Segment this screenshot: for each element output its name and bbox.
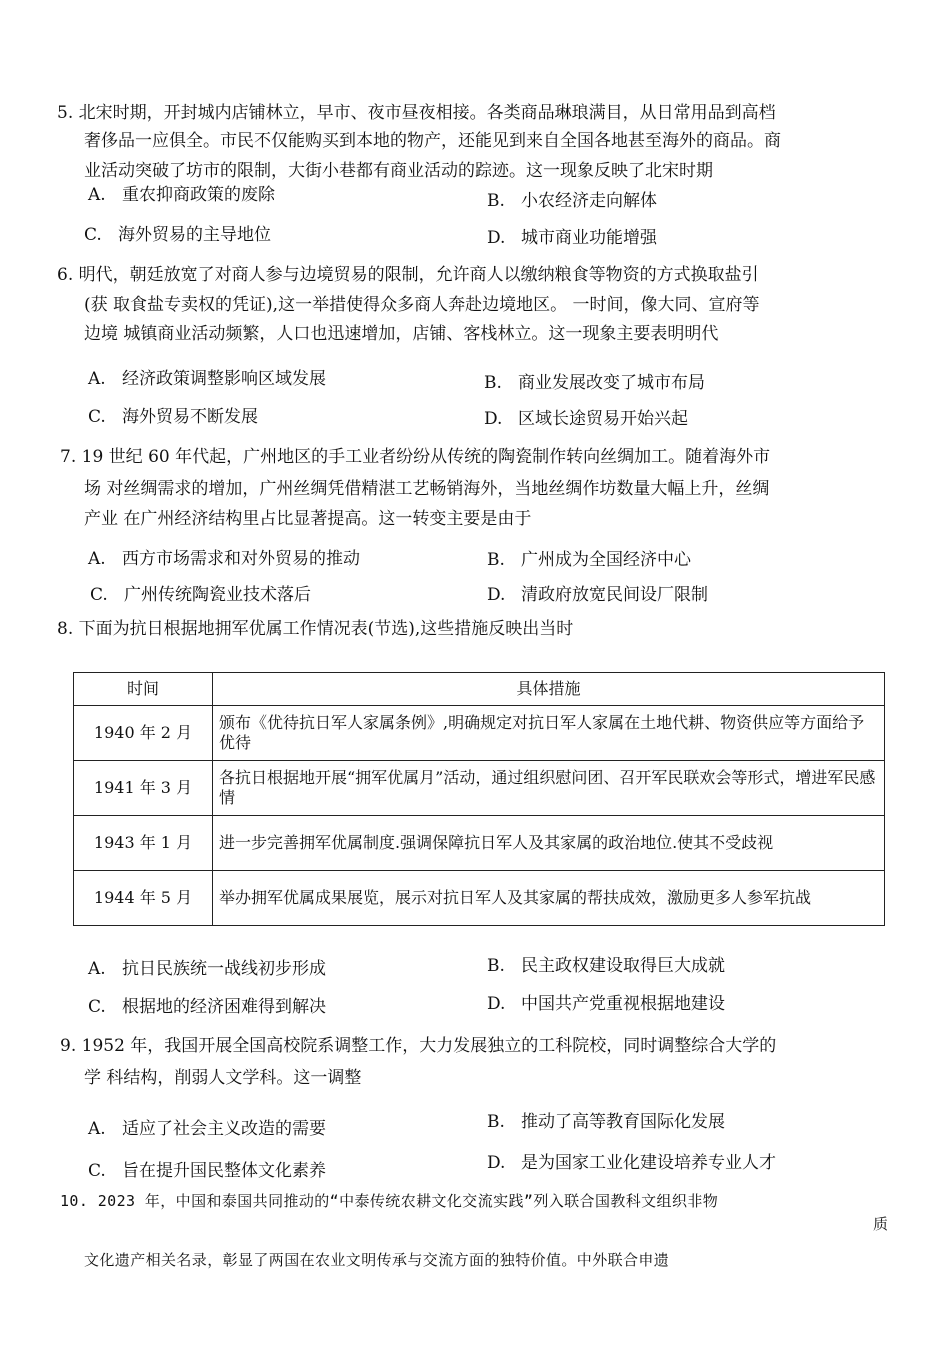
option-key: D. [487, 994, 506, 1014]
question-9-line-1: 9. 1952 年，我国开展全国高校院系调整工作，大力发展独立的工科院校，同时调整综合大学的 [60, 1036, 777, 1056]
question-10-line-1: 10. 2023 年，中国和泰国共同推动的“中泰传统农耕文化交流实践”列入联合国教科文组织非物 [60, 1192, 719, 1210]
option-text: 推动了高等教育国际化发展 [521, 1112, 725, 1132]
table-header-measures: 具体措施 [213, 673, 885, 706]
question-6-option-b[interactable] [484, 372, 705, 394]
option-text: 海外贸易不断发展 [122, 407, 258, 427]
table-row [74, 816, 885, 871]
question-6-line-3: 边境 城镇商业活动频繁，人口也迅速增加，店铺、客栈林立。这一现象主要表明明代 [84, 324, 719, 344]
question-5-line-2: 奢侈品一应俱全。市民不仅能购买到本地的物产，还能见到来自全国各地甚至海外的商品。商 [84, 131, 781, 151]
question-6-option-a[interactable] [88, 368, 326, 390]
question-5-option-c[interactable] [84, 224, 271, 246]
question-8-option-c[interactable] [88, 996, 326, 1018]
question-6-option-d[interactable] [484, 408, 688, 430]
option-text: 经济政策调整影响区域发展 [122, 369, 326, 389]
option-text: 重农抑商政策的废除 [122, 185, 275, 205]
table-row [74, 871, 885, 926]
measures-table [73, 672, 885, 926]
table-cell-desc: 各抗日根据地开展“拥军优属月”活动，通过组织慰问团、召开军民联欢会等形式，增进军民感情 [213, 761, 885, 816]
option-text: 民主政权建设取得巨大成就 [521, 956, 725, 976]
option-text: 旨在提升国民整体文化素养 [122, 1161, 326, 1181]
question-5-line-1: 5. 北宋时期，开封城内店铺林立，早市、夜市昼夜相接。各类商品琳琅满目，从日常用品到高档 [57, 103, 776, 123]
option-key: B. [487, 1112, 505, 1132]
question-5-option-b[interactable] [487, 190, 657, 212]
option-text: 西方市场需求和对外贸易的推动 [122, 549, 360, 569]
table-cell-time: 1944 年 5 月 [74, 871, 213, 926]
question-7-line-2: 场 对丝绸需求的增加，广州丝绸凭借精湛工艺畅销海外，当地丝绸作坊数量大幅上升，丝绸 [84, 479, 770, 499]
table-header-row [74, 673, 885, 706]
question-5-line-3: 业活动突破了坊市的限制，大街小巷都有商业活动的踪迹。这一现象反映了北宋时期 [84, 161, 713, 181]
table-row [74, 761, 885, 816]
option-key: D. [487, 585, 506, 605]
table-cell-desc: 颁布《优待抗日军人家属条例》,明确规定对抗日军人家属在土地代耕、物资供应等方面给予优待 [213, 706, 885, 761]
table-header-time: 时间 [74, 673, 213, 706]
option-key: D. [487, 228, 506, 248]
question-7-line-3: 产业 在广州经济结构里占比显著提高。这一转变主要是由于 [84, 509, 532, 529]
question-9-option-c[interactable] [88, 1160, 326, 1182]
option-key: A. [88, 959, 106, 979]
option-text: 广州传统陶瓷业技术落后 [124, 585, 311, 605]
option-key: C. [88, 407, 106, 427]
option-text: 根据地的经济困难得到解决 [122, 997, 326, 1017]
table-cell-time: 1941 年 3 月 [74, 761, 213, 816]
question-8-option-a[interactable] [88, 958, 326, 980]
option-key: A. [88, 549, 106, 569]
question-8-option-b[interactable] [487, 955, 725, 977]
question-6-line-1: 6. 明代，朝廷放宽了对商人参与边境贸易的限制，允许商人以缴纳粮食等物资的方式换取盐引 [57, 265, 759, 285]
option-key: D. [487, 1153, 506, 1173]
option-text: 中国共产党重视根据地建设 [521, 994, 725, 1014]
question-8-option-d[interactable] [487, 993, 725, 1015]
option-key: B. [487, 191, 505, 211]
option-key: A. [88, 369, 106, 389]
option-text: 抗日民族统一战线初步形成 [122, 959, 326, 979]
question-7-line-1: 7. 19 世纪 60 年代起，广州地区的手工业者纷纷从传统的陶瓷制作转向丝绸加工。随着海外市 [60, 447, 771, 467]
option-text: 是为国家工业化建设培养专业人才 [521, 1153, 776, 1173]
table-cell-desc: 进一步完善拥军优属制度.强调保障抗日军人及其家属的政治地位.使其不受歧视 [213, 816, 885, 871]
option-key: B. [484, 373, 502, 393]
question-7-option-a[interactable] [88, 548, 360, 570]
option-text: 城市商业功能增强 [521, 228, 657, 248]
question-7-option-b[interactable] [487, 549, 691, 571]
option-key: A. [88, 1119, 106, 1139]
option-key: B. [487, 956, 505, 976]
option-text: 区域长途贸易开始兴起 [518, 409, 688, 429]
option-key: D. [484, 409, 503, 429]
question-7-option-d[interactable] [487, 584, 708, 606]
option-text: 清政府放宽民间设厂限制 [521, 585, 708, 605]
option-key: C. [84, 225, 102, 245]
option-text: 海外贸易的主导地位 [118, 225, 271, 245]
question-9-line-2: 学 科结构，削弱人文学科。这一调整 [84, 1068, 362, 1088]
question-6-line-2: (获 取食盐专卖权的凭证),这一举措使得众多商人奔赴边境地区。 一时间，像大同、宣府等 [84, 295, 760, 315]
option-key: A. [88, 185, 106, 205]
table-cell-desc: 举办拥军优属成果展览，展示对抗日军人及其家属的帮扶成效，激励更多人参军抗战 [213, 871, 885, 926]
question-5-option-d[interactable] [487, 227, 657, 249]
option-text: 适应了社会主义改造的需要 [122, 1119, 326, 1139]
option-text: 小农经济走向解体 [521, 191, 657, 211]
option-key: B. [487, 550, 505, 570]
question-6-option-c[interactable] [88, 406, 258, 428]
table-row [74, 706, 885, 761]
option-text: 商业发展改变了城市布局 [518, 373, 705, 393]
option-key: C. [88, 1161, 106, 1181]
table-cell-time: 1940 年 2 月 [74, 706, 213, 761]
question-5-option-a[interactable] [88, 184, 275, 206]
question-9-option-b[interactable] [487, 1111, 725, 1133]
question-9-option-d[interactable] [487, 1152, 776, 1174]
question-7-option-c[interactable] [90, 584, 311, 606]
question-10-line-2: 质 [873, 1215, 889, 1233]
question-8-line-1: 8. 下面为抗日根据地拥军优属工作情况表(节选),这些措施反映出当时 [57, 619, 574, 639]
table-cell-time: 1943 年 1 月 [74, 816, 213, 871]
option-key: C. [88, 997, 106, 1017]
option-text: 广州成为全国经济中心 [521, 550, 691, 570]
question-9-option-a[interactable] [88, 1118, 326, 1140]
question-10-line-3: 文化遗产相关名录，彰显了两国在农业文明传承与交流方面的独特价值。中外联合申遗 [84, 1251, 670, 1269]
option-key: C. [90, 585, 108, 605]
